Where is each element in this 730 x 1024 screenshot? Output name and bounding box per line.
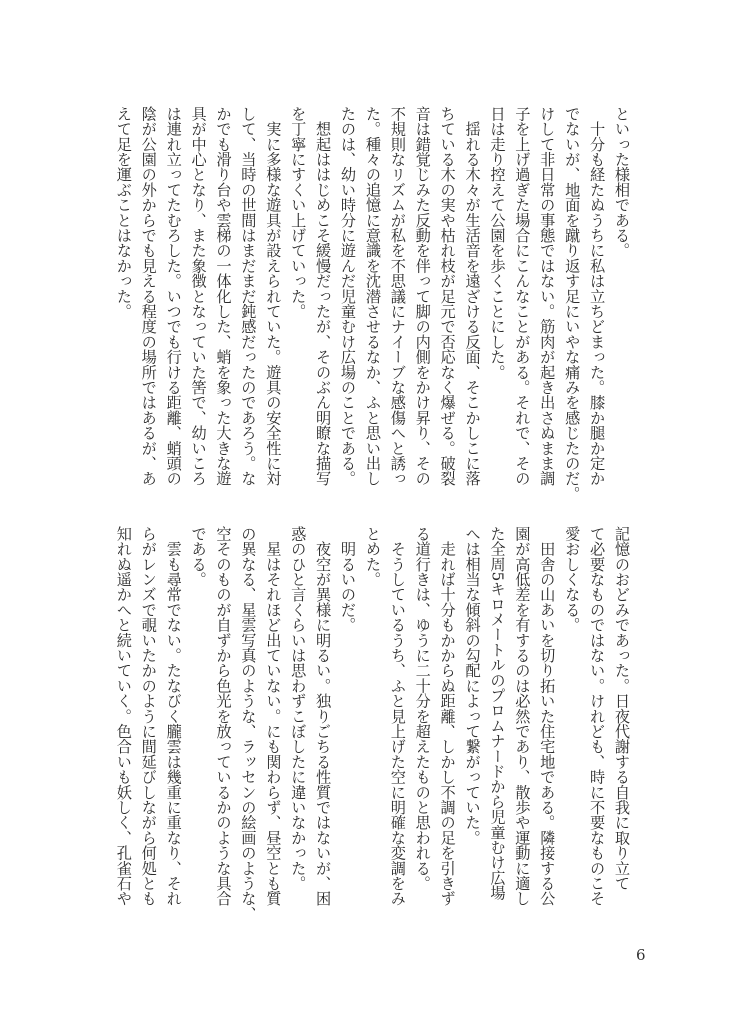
top-text-block bbox=[111, 106, 634, 502]
text-line: 園が高低差を有するのは必然であり、散歩や運動に適し bbox=[513, 526, 532, 906]
page-number: 6 bbox=[636, 946, 646, 964]
text-line: は連れ立ってたむろした。いつでも行ける距離、蛸頭の bbox=[164, 106, 183, 486]
text-line: そうしているうち、ふと見上げた空に明確な変調をみ bbox=[388, 526, 407, 906]
text-line: ちている木の実や枯れ枝が足元で否応なく爆ぜる。破裂 bbox=[438, 106, 457, 486]
bottom-text-block bbox=[111, 526, 634, 922]
text-line: 十分も経たぬうちに私は立ちどまった。膝か腿か定か bbox=[588, 106, 607, 486]
text-line: 知れぬ遥かへと続いていく。色合いも妖しく、孔雀石や bbox=[114, 526, 133, 906]
text-line: といった様相である。 bbox=[613, 106, 631, 258]
text-line: の異なる、星雲写真のような、ラッセンの絵画のような、 bbox=[239, 526, 258, 922]
text-line: 雲も尋常でない。たなびく朧雲は幾重に重なり、それ bbox=[164, 526, 183, 906]
text-line: 陰が公園の外からでも見える程度の場所ではあるが、あ bbox=[139, 106, 158, 486]
text-line: て必要なものではない。けれども、時に不要なものこそ bbox=[588, 526, 607, 906]
text-line: 空そのものが自ずから色光を放っているかのような具合 bbox=[214, 526, 233, 906]
text-line: 実に多様な遊具が設えられていた。遊具の安全性に対 bbox=[264, 106, 283, 486]
text-line: 明るいのだ。 bbox=[339, 526, 358, 633]
text-line: でないが、地面を蹴り返す足にいやな痛みを感じたのだ。 bbox=[563, 106, 582, 502]
text-line: 不規則なリズムが私を不思議にナイーブな感傷へと誘っ bbox=[388, 106, 407, 486]
text-line: けして非日常の事態ではない。筋肉が起き出さぬまま調 bbox=[538, 106, 557, 486]
text-line: 愛おしくなる。 bbox=[563, 526, 582, 633]
text-line: かでも滑り台や雲梯の一体化した、蛸を象った大きな遊 bbox=[214, 106, 233, 486]
text-line: 日は走り控えて公園を歩くことにした。 bbox=[488, 106, 507, 380]
text-line: とめた。 bbox=[363, 526, 382, 587]
text-line: た。種々の追憶に意識を沈潜させるなか、ふと思い出し bbox=[363, 106, 382, 486]
text-line: る道行きは、ゆうに二十分を超えたものと思われる。 bbox=[413, 526, 432, 891]
text-line: た全周5キロメートルのプロムナードから児童むけ広場 bbox=[488, 526, 507, 901]
text-line: 走れば十分もかからぬ距離、しかし不調の足を引きず bbox=[438, 526, 457, 906]
text-line: 星はそれほど出ていない。にも関わらず、昼空とも質 bbox=[264, 526, 283, 906]
text-line: 記憶のおどみであった。日夜代謝する自我に取り立て bbox=[613, 526, 631, 891]
text-line: へは相当な傾斜の勾配によって繋がっていた。 bbox=[463, 526, 482, 846]
text-line: 惑のひと言くらいは思わずこぼしたに違いなかった。 bbox=[289, 526, 308, 891]
text-line: して、当時の世間はまだまだ鈍感だったのであろう。な bbox=[239, 106, 258, 486]
text-line: 子を上げ過ぎた場合にこんなことがある。それで、その bbox=[513, 106, 532, 486]
text-line: である。 bbox=[189, 526, 208, 587]
text-line: 田舎の山あいを切り拓いた住宅地である。隣接する公 bbox=[538, 526, 557, 906]
text-line: 揺れる木々が生活音を遠ざける反面、そこかしこに落 bbox=[463, 106, 482, 486]
text-line: 夜空が異様に明るい。独りごちる性質ではないが、困 bbox=[314, 526, 333, 906]
text-line: を丁寧にすくい上げていった。 bbox=[289, 106, 308, 319]
text-line: らがレンズで覗いたかのように間延びしながら何処とも bbox=[139, 526, 158, 906]
text-line: 想起ははじめこそ緩慢だったが、そのぶん明瞭な描写 bbox=[314, 106, 333, 486]
text-line: 具が中心となり、また象徴となっていた筈で、幼いころ bbox=[189, 106, 208, 486]
text-line: 音は錯覚じみた反動を伴って脚の内側をかけ昇り、その bbox=[413, 106, 432, 486]
text-line: えて足を運ぶことはなかった。 bbox=[114, 106, 133, 319]
text-line: たのは、幼い時分に遊んだ児童むけ広場のことである。 bbox=[339, 106, 358, 486]
